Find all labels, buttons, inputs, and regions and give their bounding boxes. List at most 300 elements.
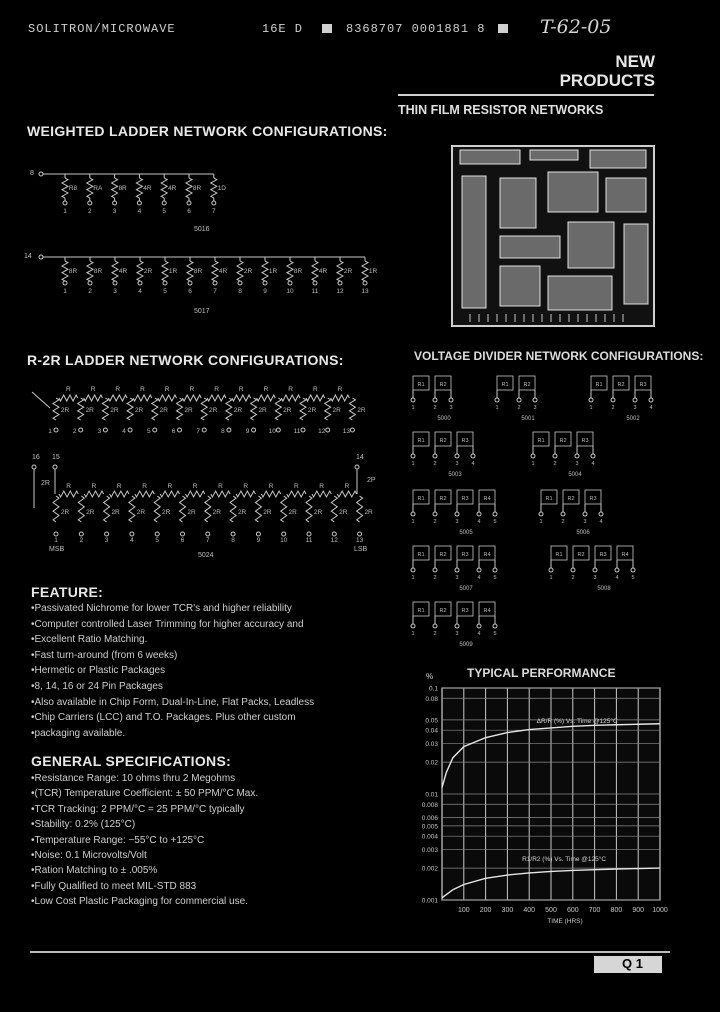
- divider-pin-number: 4: [649, 405, 653, 411]
- handwritten-code: T-62-05: [540, 16, 612, 38]
- n5017-pin: [188, 281, 192, 285]
- n5024-shunt-resistor: [154, 496, 160, 522]
- chip-trace-block: [590, 150, 646, 168]
- divider-pin-number: 4: [615, 575, 619, 581]
- chip-trace-block: [500, 266, 540, 306]
- feature-item: • Passivated Nichrome for lower TCR's and higher reliability: [31, 601, 361, 617]
- divider-resistor-label: R2: [439, 552, 447, 558]
- divider-pin-number: 5: [493, 631, 497, 637]
- r2r1-series-resistor: [84, 395, 103, 401]
- r2r1-series-resistor: [331, 395, 350, 401]
- divider-pin-number: 1: [411, 405, 415, 411]
- n5017-resistor: [262, 261, 268, 281]
- header-barcode: 8368707 0001881 8: [346, 22, 486, 36]
- n5017-resistor: [312, 261, 318, 281]
- n5024-shunt-label: 2R: [212, 509, 221, 516]
- divider-part-number: 5008: [597, 586, 611, 592]
- r2r1-pin-number: 11: [293, 428, 301, 435]
- chart-x-tick-label: 700: [588, 907, 601, 914]
- page-number: Q 1: [622, 956, 643, 971]
- n5017-resistor: [287, 261, 293, 281]
- header-code: 16E D: [262, 22, 304, 36]
- divider-pin-number: 2: [433, 631, 437, 637]
- n5024-pin: [105, 532, 109, 536]
- r2r1-input-lead: [32, 392, 50, 408]
- divider-pin: [477, 568, 481, 572]
- r2r1-pin-number: 10: [268, 428, 276, 435]
- n5024-series-label: R: [293, 483, 299, 490]
- n5017-resistor: [62, 261, 68, 281]
- n5017-pin-number: 11: [311, 288, 319, 295]
- n5016-resistor-label: 4R: [143, 185, 152, 192]
- divider-pin: [433, 512, 437, 516]
- n5024-pin-number: 4: [130, 537, 134, 544]
- chart-x-tick-label: 500: [545, 907, 557, 914]
- divider-pin-number: 5: [493, 519, 497, 525]
- chart-x-tick-label: 900: [632, 907, 645, 914]
- n5017-pin: [63, 281, 67, 285]
- divider-resistor-label: R2: [439, 382, 447, 388]
- r2r1-shunt-label: 2R: [134, 407, 144, 414]
- r2r1-shunt-resistor: [325, 398, 331, 420]
- divider-resistor-label: R4: [483, 552, 491, 558]
- divider-part-number: 5005: [459, 530, 473, 536]
- n5024-series-resistor: [236, 491, 255, 497]
- divider-pin-number: 1: [531, 461, 535, 467]
- r2r1-shunt-resistor: [349, 398, 355, 420]
- divider-pin-number: 2: [553, 461, 557, 467]
- r2r1-series-resistor: [281, 395, 300, 401]
- divider-pin: [411, 568, 415, 572]
- n5024-pin: [231, 532, 235, 536]
- divider-pin-number: 1: [411, 631, 415, 637]
- r2r1-pin-number: 3: [97, 428, 102, 435]
- divider-pin: [433, 454, 437, 458]
- chip-trace-block: [548, 172, 598, 212]
- divider-pin-number: 4: [471, 461, 475, 467]
- divider-part-number: 5000: [437, 416, 451, 422]
- n5024-series-label: R: [218, 483, 223, 490]
- network-r2r-1: [32, 386, 366, 435]
- feature-item: • Chip Carriers (LCC) and T.O. Packages. Plus other custom: [31, 710, 361, 726]
- n5017-resistor: [362, 261, 368, 281]
- r2r1-series-label: R: [164, 386, 170, 393]
- n5024-pin-16: 16: [32, 454, 40, 461]
- n5024-lsb: LSB: [354, 546, 368, 553]
- n5024-pin-number: 5: [155, 537, 160, 544]
- divider-pin-number: 2: [433, 405, 437, 411]
- divider-resistor-label: R3: [599, 552, 607, 558]
- divider-pin: [493, 624, 497, 628]
- n5024-shunt-resistor: [255, 496, 261, 522]
- r2r1-shunt-label: 2R: [233, 407, 243, 414]
- n5024-pin: [54, 532, 58, 536]
- n5016-resistor: [161, 178, 167, 198]
- feature-item: • packaging available.: [31, 726, 361, 742]
- chart-y-tick-label: 0.003: [421, 846, 438, 854]
- n5017-resistor: [212, 261, 218, 281]
- divider-pin-number: 2: [611, 405, 615, 411]
- r2r1-pin-number: 13: [342, 428, 351, 435]
- chart-y-tick-label: 0.02: [425, 759, 438, 767]
- n5016-pin-number: 2: [87, 208, 92, 215]
- spec-item: • Stability: 0.2% (125°C): [31, 817, 371, 832]
- n5017-resistor-label: 4R: [118, 268, 128, 275]
- divider-pin-number: 2: [571, 575, 575, 581]
- n5017-resistor-label: 8R: [193, 268, 203, 275]
- n5024-shunt-label: 2R: [339, 509, 348, 516]
- r2r1-shunt-label: 2R: [332, 407, 341, 414]
- divider-part-number: 5002: [626, 416, 640, 422]
- n5017-pin-number: 7: [213, 288, 217, 295]
- r2r1-shunt-resistor: [152, 398, 158, 420]
- divider-resistor-label: R4: [483, 608, 491, 614]
- r2r1-pin-number: 2: [72, 428, 77, 435]
- n5024-pin: [256, 532, 260, 536]
- r2r1-pin: [276, 428, 280, 432]
- n5017-pin-number: 2: [88, 288, 92, 295]
- n5024-pin: [358, 532, 362, 536]
- r2r1-pin: [103, 428, 107, 432]
- chart-y-tick-label: 0.08: [425, 695, 438, 703]
- banner-new: NEW: [615, 52, 655, 71]
- n5017-resistor: [337, 261, 343, 281]
- n5024-shunt-resistor: [205, 496, 211, 522]
- n5017-part: 5017: [194, 308, 210, 315]
- divider-pin-number: 4: [477, 575, 481, 581]
- chart-x-tick-label: 800: [610, 907, 623, 914]
- r2r1-series-resistor: [108, 395, 127, 401]
- divider-pin: [495, 398, 499, 402]
- spec-item: • Noise: 0.1 Microvolts/Volt: [31, 848, 371, 863]
- divider-pin-number: 3: [583, 519, 587, 525]
- n5024-series-label: R: [167, 483, 173, 490]
- n5024-shunt-label: 2R: [288, 509, 297, 516]
- r2r1-series-resistor: [207, 395, 226, 401]
- chart-y-tick-label: 0.01: [425, 791, 438, 799]
- r2r1-shunt-label: 2R: [209, 407, 218, 414]
- chart-y-tick-label: 0.002: [421, 865, 438, 873]
- r2r1-shunt-label: 2R: [159, 407, 168, 414]
- divider-pin: [611, 398, 615, 402]
- r2r1-series-label: R: [238, 386, 244, 393]
- chart-y-tick-label: 0.004: [421, 833, 438, 841]
- divider-pin: [433, 398, 437, 402]
- n5016-pin-number: 1: [63, 208, 67, 215]
- chart-x-tick-label: 200: [479, 907, 492, 914]
- divider-resistor-label: R3: [589, 496, 597, 502]
- banner-products: PRODUCTS: [559, 71, 655, 90]
- n5017-input-pin: 14: [24, 253, 32, 260]
- divider-resistor-label: R3: [461, 608, 469, 614]
- n5024-pin-14: 14: [356, 454, 364, 461]
- divider-pin: [477, 624, 481, 628]
- n5024-shunt-resistor: [357, 496, 363, 522]
- n5017-pin: [88, 281, 92, 285]
- r2r1-series-label: R: [140, 386, 145, 393]
- divider-resistor-label: R3: [461, 552, 469, 558]
- r2r1-series-resistor: [306, 395, 325, 401]
- chart-y-tick-label: 0.001: [421, 897, 438, 905]
- chip-trace-block: [500, 178, 536, 228]
- divider-pin: [631, 568, 635, 572]
- r2r1-pin-number: 12: [318, 428, 326, 435]
- divider-resistor-label: R3: [461, 496, 469, 502]
- n5017-resistor-label: 1R: [268, 268, 278, 275]
- features-title: FEATURE:: [31, 584, 104, 600]
- n5024-pin: [206, 532, 210, 536]
- divider-pin: [433, 624, 437, 628]
- divider-pin: [455, 454, 459, 458]
- divider-resistor-label: R1: [417, 552, 425, 558]
- divider-resistor-label: R1: [417, 496, 425, 502]
- divider-pin: [539, 512, 543, 516]
- n5024-series-resistor: [160, 491, 179, 497]
- chip-trace-block: [530, 150, 578, 160]
- divider-resistor-label: R2: [577, 552, 585, 558]
- n5024-shunt-label: 2R: [60, 509, 70, 516]
- divider-part-number: 5004: [568, 472, 582, 478]
- divider-pin: [411, 398, 415, 402]
- n5017-resistor: [237, 261, 243, 281]
- divider-resistor-label: R3: [461, 438, 469, 444]
- r2r1-pin-number: 7: [196, 428, 201, 435]
- r2r1-series-label: R: [337, 386, 343, 393]
- network-5024: [32, 465, 373, 544]
- r2r1-series-label: R: [214, 386, 219, 393]
- n5017-pin-number: 8: [238, 288, 242, 295]
- chart-x-tick-label: 1000: [652, 907, 668, 914]
- r2r1-pin-number: 9: [245, 428, 250, 435]
- divider-pin-number: 5: [493, 575, 497, 581]
- divider-pin: [591, 454, 595, 458]
- divider-pin: [471, 454, 475, 458]
- chip-trace-block: [624, 224, 648, 304]
- r2r1-shunt-label: 2R: [357, 407, 366, 414]
- divider-pin-number: 4: [599, 519, 603, 525]
- r2r1-series-resistor: [232, 395, 251, 401]
- divider-resistor-label: R2: [559, 438, 567, 444]
- n5024-pin: [79, 532, 83, 536]
- feature-item: • Computer controlled Laser Trimming for higher accuracy and: [31, 617, 361, 633]
- n5016-pin: [162, 201, 166, 205]
- r2r1-series-resistor: [59, 395, 78, 401]
- divider-part-number: 5007: [459, 586, 473, 592]
- n5024-pin-number: 7: [205, 537, 210, 544]
- spec-item: • Fully Qualified to meet MIL-STD 883: [31, 879, 371, 894]
- chart-y-tick-label: 0.006: [421, 815, 438, 823]
- divider-pin: [517, 398, 521, 402]
- n5024-msb: MSB: [49, 546, 65, 553]
- r2r1-series-resistor: [257, 395, 276, 401]
- divider-pin: [477, 512, 481, 516]
- n5024-series-resistor: [110, 491, 129, 497]
- n5024-shunt-resistor: [180, 496, 186, 522]
- r2r1-pin: [202, 428, 206, 432]
- divider-part-number: 5009: [459, 642, 473, 648]
- r2r1-shunt-resistor: [78, 398, 84, 420]
- n5024-series-resistor: [312, 491, 331, 497]
- n5016-pin-number: 6: [187, 208, 191, 215]
- n5024-pin-number: 12: [330, 537, 338, 544]
- n5017-pin-number: 9: [263, 288, 267, 295]
- divider-pin: [593, 568, 597, 572]
- n5024-shunt-label: 2R: [364, 509, 373, 516]
- n5016-part: 5016: [194, 226, 210, 233]
- n5024-series-label: R: [116, 483, 122, 490]
- n5024-shunt-resistor: [78, 496, 84, 522]
- n5024-pin-number: 11: [305, 537, 313, 544]
- chart-x-tick-label: 400: [523, 907, 536, 914]
- n5017-pin-number: 4: [138, 288, 142, 295]
- divider-pin-number: 1: [495, 405, 499, 411]
- divider-pin: [583, 512, 587, 516]
- divider-resistor-label: R1: [501, 382, 509, 388]
- divider-pin-number: 4: [477, 519, 481, 525]
- r2r1-pin: [54, 428, 58, 432]
- typical-performance-chart: [400, 680, 670, 930]
- n5017-resistor-label: 2R: [243, 268, 253, 275]
- n5017-pin: [263, 281, 267, 285]
- n5024-series-resistor: [84, 491, 103, 497]
- divider-pin: [433, 568, 437, 572]
- divider-pin-number: 3: [455, 631, 459, 637]
- r2r1-shunt-resistor: [300, 398, 306, 420]
- n5017-resistor-label: 1R: [168, 268, 178, 275]
- chart-series-label-2: R1/R2 (%) Vs. Time @125°C: [522, 855, 607, 863]
- divider-pin-number: 1: [549, 575, 553, 581]
- n5017-resistor-label: 1R: [368, 268, 378, 275]
- r2r1-pin: [350, 428, 354, 432]
- r2r1-series-resistor: [158, 395, 177, 401]
- chart-y-tick-label: 0.1: [428, 685, 438, 693]
- divider-part-number: 5001: [521, 416, 535, 422]
- r2r1-shunt-resistor: [226, 398, 232, 420]
- network-5016: [39, 172, 226, 215]
- divider-resistor-label: R2: [617, 382, 625, 388]
- n5017-pin: [138, 281, 142, 285]
- divider-pin-number: 2: [433, 519, 437, 525]
- n5016-resistor: [186, 178, 192, 198]
- divider-resistor-label: R1: [537, 438, 545, 444]
- n5016-pin: [212, 201, 216, 205]
- chart-xlabel: TIME (HRS): [547, 918, 583, 925]
- n5024-series-label: R: [319, 483, 325, 490]
- n5017-pin-number: 12: [336, 288, 344, 295]
- divider-pin: [571, 568, 575, 572]
- n5024-right-corner: 2P: [367, 477, 376, 484]
- n5016-resistor-label: R8: [68, 185, 78, 192]
- divider-pin: [493, 568, 497, 572]
- r2r1-shunt-label: 2R: [283, 407, 292, 414]
- n5024-pin-number: 6: [180, 537, 185, 544]
- divider-resistor-label: R1: [545, 496, 553, 502]
- n5024-shunt-resistor: [281, 496, 287, 522]
- n5024-series-resistor: [135, 491, 154, 497]
- spec-item: • Temperature Range: −55°C to +125°C: [31, 833, 371, 848]
- n5016-pin-number: 3: [112, 208, 117, 215]
- n5024-series-resistor: [186, 491, 205, 497]
- r2r-title: R-2R LADDER NETWORK CONFIGURATIONS:: [27, 352, 344, 368]
- n5024-series-resistor: [261, 491, 280, 497]
- n5016-resistor-label: 1D: [217, 185, 226, 192]
- n5024-shunt-resistor: [306, 496, 312, 522]
- divider-pin-number: 3: [455, 519, 459, 525]
- n5017-resistor-label: 8R: [93, 268, 103, 275]
- n5024-shunt-resistor: [53, 496, 59, 522]
- chart-ylabel: %: [426, 672, 434, 681]
- divider-pin: [649, 398, 653, 402]
- divider-resistor-label: R1: [595, 382, 603, 388]
- n5024-shunt-label: 2R: [263, 509, 272, 516]
- divider-pin-number: 3: [575, 461, 579, 467]
- divider-pin: [411, 512, 415, 516]
- chart-x-tick-label: 300: [501, 907, 514, 914]
- n5024-series-label: R: [192, 483, 198, 490]
- n5024-pin: [130, 532, 134, 536]
- n5017-pin: [213, 281, 217, 285]
- divider-pin-number: 4: [477, 631, 481, 637]
- n5024-series-resistor: [211, 491, 230, 497]
- r2r1-pin-number: 6: [171, 428, 176, 435]
- r2r1-series-resistor: [133, 395, 152, 401]
- n5024-series-label: R: [243, 483, 249, 490]
- divider-pin-number: 5: [631, 575, 635, 581]
- spec-item: • (TCR) Temperature Coefficient: ± 50 PPM/°C Max.: [31, 786, 371, 801]
- divider-resistor-label: R2: [439, 608, 447, 614]
- r2r1-shunt-label: 2R: [85, 407, 94, 414]
- n5024-shunt-label: 2R: [162, 509, 171, 516]
- n5024-pin-number: 2: [79, 537, 84, 544]
- n5016-resistor: [62, 178, 68, 198]
- divider-pin-number: 1: [411, 519, 415, 525]
- r2r1-shunt-label: 2R: [307, 407, 317, 414]
- divider-pin: [411, 624, 415, 628]
- chart-y-tick-label: 0.05: [425, 717, 438, 725]
- n5016-pin-number: 7: [211, 208, 216, 215]
- divider-resistor-label: R1: [417, 438, 425, 444]
- n5017-resistor: [87, 261, 93, 281]
- r2r1-pin-number: 5: [146, 428, 151, 435]
- chip-trace-block: [548, 276, 612, 310]
- n5024-series-label: R: [142, 483, 147, 490]
- chip-trace-block: [462, 176, 486, 308]
- chip-trace-block: [500, 236, 560, 258]
- n5024-part: 5024: [198, 552, 214, 559]
- chart-x-tick-label: 600: [566, 907, 579, 914]
- divider-pin-number: 2: [433, 575, 437, 581]
- n5024-pin-number: 13: [355, 537, 364, 544]
- divider-pin-number: 1: [539, 519, 543, 525]
- divider-pin-number: 2: [561, 519, 565, 525]
- divider-pin: [615, 568, 619, 572]
- divider-part-number: 5006: [576, 530, 590, 536]
- n5017-resistor: [137, 261, 143, 281]
- n5024-pin: [181, 532, 185, 536]
- chip-trace-block: [568, 222, 614, 268]
- n5016-pin-number: 5: [162, 208, 167, 215]
- chart-title: TYPICAL PERFORMANCE: [467, 666, 616, 680]
- divider-part-number: 5003: [448, 472, 462, 478]
- n5024-series-label: R: [91, 483, 97, 490]
- n5016-pin: [88, 201, 92, 205]
- divider-pin: [561, 512, 565, 516]
- r2r1-shunt-resistor: [177, 398, 183, 420]
- specs-title: GENERAL SPECIFICATIONS:: [31, 753, 232, 769]
- divider-pin: [493, 512, 497, 516]
- divider-pin: [455, 568, 459, 572]
- divider-resistor-label: R3: [581, 438, 589, 444]
